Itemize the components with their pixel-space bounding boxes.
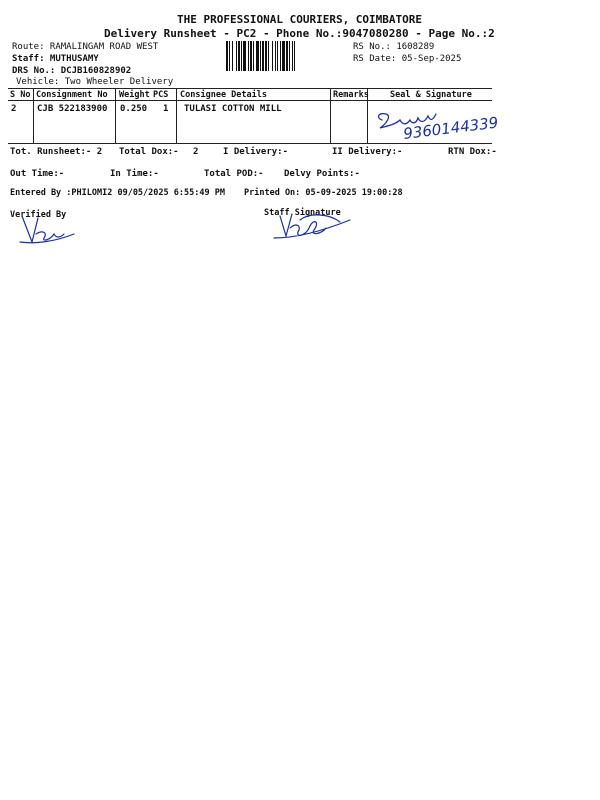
verified-by-label: Verified By xyxy=(10,210,67,220)
header-consignee: Consignee Details xyxy=(180,90,267,100)
rs-date: RS Date: 05-Sep-2025 xyxy=(353,54,462,64)
header-seal-signature: Seal & Signature xyxy=(390,90,472,100)
vehicle-label: Vehicle: Two Wheeler Delivery xyxy=(16,77,174,87)
runsheet-subtitle: Delivery Runsheet - PC2 - Phone No.:9047080280 - Page No.:2 xyxy=(104,27,495,40)
drs-number: DRS No.: DCJB160828902 xyxy=(12,66,132,76)
company-title: THE PROFESSIONAL COURIERS, COIMBATORE xyxy=(177,13,423,26)
table-divider xyxy=(115,88,116,143)
staff-signature-label: Staff Signature xyxy=(264,208,341,218)
rtn-dox: RTN Dox:- xyxy=(448,147,497,157)
total-pod: Total POD:- xyxy=(204,169,264,179)
total-dox-label: Total Dox:- xyxy=(119,147,179,157)
row-consignee: TULASI COTTON MILL xyxy=(184,104,282,114)
handwritten-phone: 9360144339 xyxy=(402,113,500,143)
route-label: Route: RAMALINGAM ROAD WEST xyxy=(12,42,159,52)
header-pcs: PCS xyxy=(153,90,169,100)
row-consignment-no: CJB 522183900 xyxy=(37,104,108,114)
header-sno: S No xyxy=(10,90,31,100)
table-divider xyxy=(330,88,331,143)
row-pcs: 1 xyxy=(163,104,169,114)
i-delivery: I Delivery:- xyxy=(223,147,289,157)
row-sno: 2 xyxy=(11,104,17,114)
rs-number: RS No.: 1608289 xyxy=(353,42,435,52)
staff-label: Staff: MUTHUSAMY xyxy=(12,54,99,64)
header-remarks: Remarks xyxy=(333,90,369,100)
delvy-points: Delvy Points:- xyxy=(284,169,360,179)
out-time: Out Time:- xyxy=(10,169,65,179)
verified-by-signature-image xyxy=(14,212,84,252)
total-dox-value: 2 xyxy=(193,147,199,157)
total-runsheet: Tot. Runsheet:- 2 xyxy=(10,147,103,157)
ii-delivery: II Delivery:- xyxy=(332,147,403,157)
table-top-border xyxy=(8,88,492,89)
entered-by: Entered By :PHILOMI2 09/05/2025 6:55:49 PM xyxy=(10,188,225,198)
printed-on: Printed On: 05-09-2025 19:00:28 xyxy=(244,188,403,198)
header-weight: Weight xyxy=(119,90,150,100)
table-divider xyxy=(176,88,177,143)
staff-signature-image xyxy=(270,208,360,244)
in-time: In Time:- xyxy=(110,169,159,179)
row-weight: 0.250 xyxy=(120,104,148,114)
consignee-signature-image xyxy=(372,102,532,147)
barcode-image xyxy=(226,41,350,71)
table-divider xyxy=(33,88,34,143)
header-consignment: Consignment No xyxy=(36,90,108,100)
table-header-border xyxy=(8,100,492,101)
